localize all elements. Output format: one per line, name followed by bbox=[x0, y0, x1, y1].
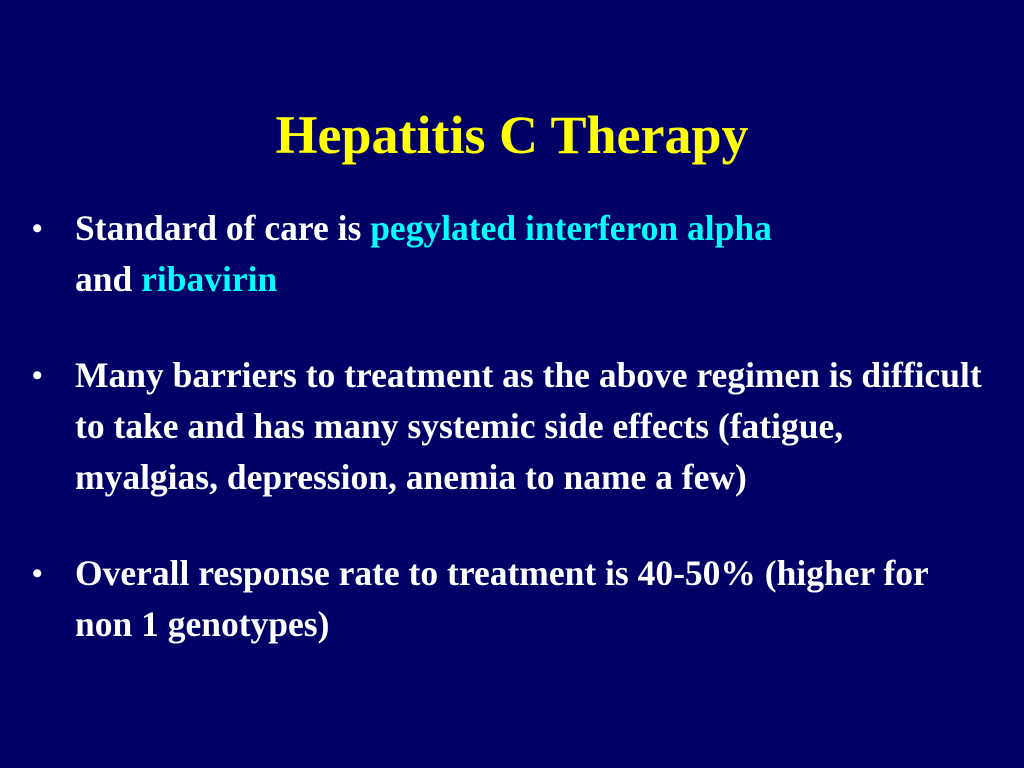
bullet-item-standard-of-care bbox=[30, 203, 990, 305]
bullet-item-barriers bbox=[30, 350, 990, 503]
bullet-dot-icon: • bbox=[32, 359, 43, 392]
bullet-text: Overall response rate to treatment is 40-50% (higher for non 1 genotypes) bbox=[75, 553, 929, 644]
bullet-dot-icon: • bbox=[32, 557, 43, 590]
bullet-text: Standard of care is bbox=[75, 208, 371, 248]
bullet-item-response-rate bbox=[30, 548, 990, 650]
bullet-dot-icon: • bbox=[32, 212, 43, 245]
highlight-drug-peginterferon: pegylated interferon alpha bbox=[370, 208, 772, 248]
bullet-text: Many barriers to treatment as the above regimen is difficult to take and has many systemic side effects (fatigue, myalgias, depression, anemia to name a few) bbox=[75, 355, 982, 497]
bullet-list bbox=[30, 203, 990, 650]
highlight-drug-ribavirin: ribavirin bbox=[141, 259, 278, 299]
bullet-text-connector: and bbox=[75, 259, 142, 299]
slide-title: Hepatitis C Therapy bbox=[275, 105, 749, 165]
